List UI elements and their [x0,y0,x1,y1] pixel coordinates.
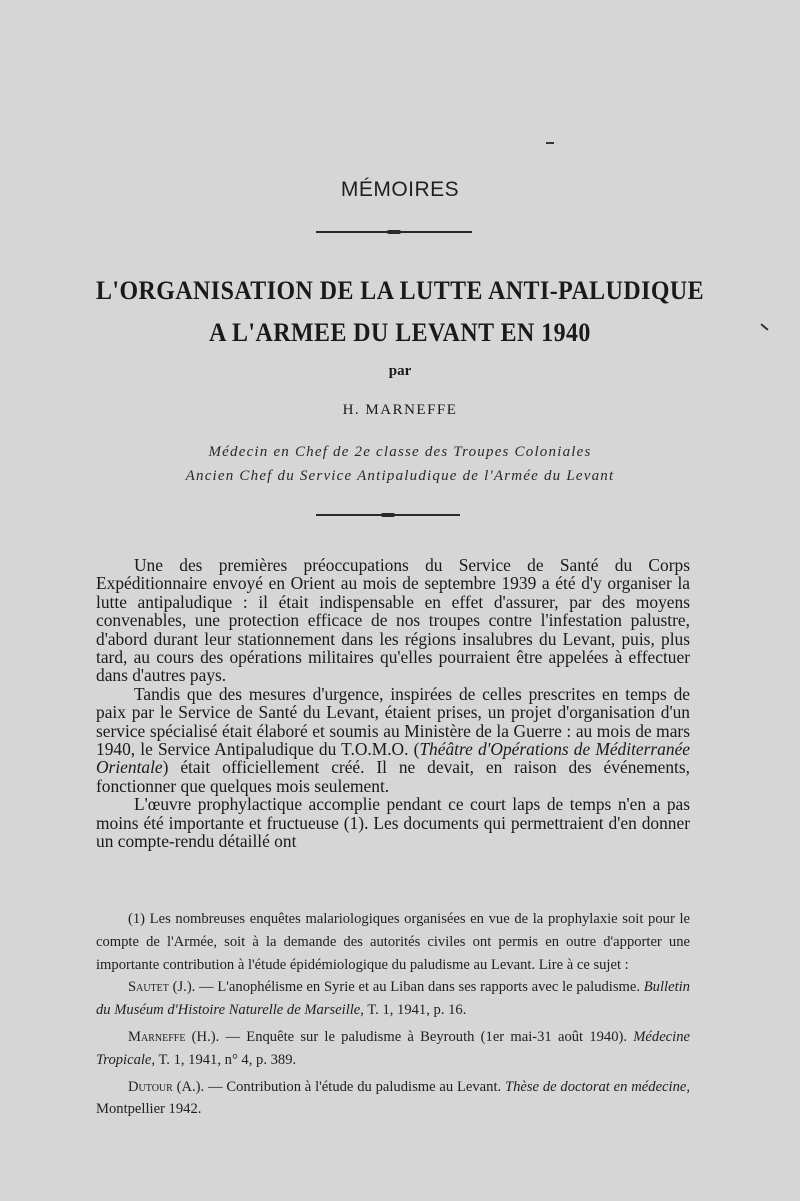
author-name: H. MARNEFFE [342,402,458,418]
body-text [96,556,690,851]
reference-author: Sautet [128,979,169,996]
section-heading: MÉMOIRES [340,178,460,201]
article-title-line2: A L'ARMEE DU LEVANT EN 1940 [209,318,591,347]
divider-rule [316,231,472,233]
emphasis-text: Théâtre d'Opérations de Méditerranée Orientale [96,739,691,778]
author-affiliation-line2: Ancien Chef du Service Antipaludique de l'Armée du Levant [185,468,615,484]
paragraph: Une des premières préoccupations du Service de Santé du Corps Expéditionnaire envoyé en Orient au mois de septembre 1939 a été d'y organiser la lutte antipaludique : il était indispensable en effet d'assurer, par des moyens convenables, une protection efficace de nos troupes contre l'infestation palustre, d'abord durant leur stationnement dans les régions insalubres du Levant, puis, plus tard, au cours des opérations militaires qu'elles pourraient être appelées à effectuer dans d'autres pays. [96,555,690,686]
byline-par: par [388,363,412,379]
reference-author: Dutour [128,1078,173,1095]
footnotes [96,908,690,1125]
author-affiliation-line1: Médecin en Chef de 2e classe des Troupes Coloniales [208,444,592,460]
reference-entry: Dutour (A.). — Contribution à l'étude du paludisme au Levant. Thèse de doctorat en médecine, Montpellier 1942. [96,1078,691,1118]
article-title-line1: L'ORGANISATION DE LA LUTTE ANTI-PALUDIQUE [95,276,705,305]
footnote: (1) Les nombreuses enquêtes malariologiques organisées en vue de la prophylaxie soit pour le compte de l'Armée, soit à la demande des autorités civiles ont permis en outre d'apporter une importante contribution à l'étude épidémiologique du paludisme au Levant. Lire à ce sujet : [96,911,690,973]
reference-author: Marneffe [128,1028,186,1045]
reference-journal: Médecine Tropicale, [96,1028,690,1068]
scan-speck [546,142,554,144]
divider-rule [316,514,460,516]
reference-journal: Bulletin du Muséum d'Histoire Naturelle de Marseille, [96,979,690,1019]
paragraph: L'œuvre prophylactique accomplie pendant ce court laps de temps n'en a pas moins été importante et fructueuse (1). Les documents qui permettraient d'en donner un compte-rendu détaillé ont [96,794,690,852]
reference-journal: Thèse de doctorat en médecine, [504,1078,691,1095]
reference-entry: Sautet (J.). — L'anophélisme en Syrie et au Liban dans ses rapports avec le paludisme. Bulletin du Muséum d'Histoire Naturelle de Marseille, T. 1, 1941, p. 16. [96,979,690,1019]
reference-entry: Marneffe (H.). — Enquête sur le paludisme à Beyrouth (1er mai-31 août 1940). Médecine Tropicale, T. 1, 1941, n° 4, p. 389. [96,1028,690,1068]
paragraph: Tandis que des mesures d'urgence, inspirées de celles prescrites en temps de paix par le Service de Santé du Levant, étaient prises, un projet d'organisation d'un service spécialisé était élaboré et soumis au Ministère de la Guerre : au mois de mars 1940, le Service Antipaludique du T.O.M.O. (Théâtre d'Opérations de Méditerranée Orientale) était officiellement créé. Il ne devait, en raison des événements, fonctionner que quelques mois seulement. [96,683,691,796]
